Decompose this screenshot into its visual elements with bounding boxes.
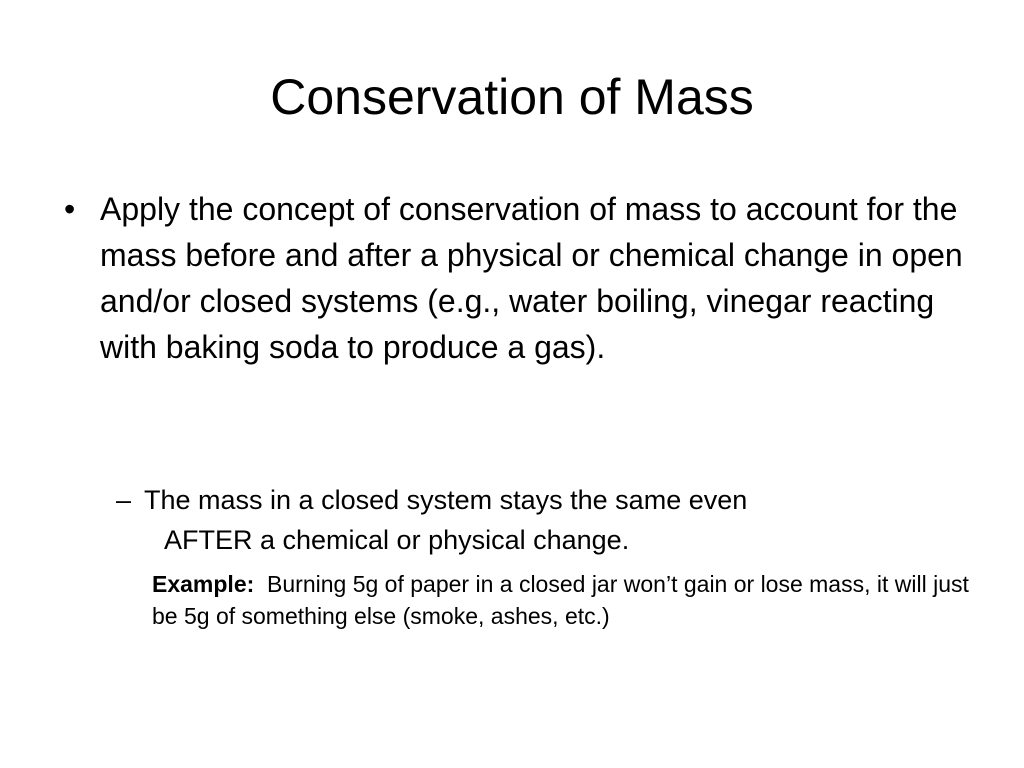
bullet-row <box>60 186 970 370</box>
bullet-text: Apply the concept of conservation of mass to account for the mass before and after a physical or chemical change in open and/or closed systems (e.g., water boiling, vinegar reacting with baking soda to produce a gas). <box>100 191 963 365</box>
main-bullet <box>60 186 970 370</box>
sub-bullet <box>116 480 936 560</box>
sub-bullet-text <box>144 480 936 560</box>
sub-bullet-line-2: AFTER a chemical or physical change. <box>164 525 630 555</box>
bullet-marker: • <box>64 191 76 227</box>
example-label: Example: <box>152 571 255 597</box>
example-text: Burning 5g of paper in a closed jar won’t gain or lose mass, it will just be 5g of something else (smoke, ashes, etc.) <box>152 571 969 629</box>
slide-title: Conservation of Mass <box>270 69 754 125</box>
sub-bullet-line-1: The mass in a closed system stays the same even <box>144 485 748 515</box>
example-paragraph <box>152 568 972 632</box>
sub-bullet-marker: – <box>116 485 132 515</box>
sub-bullet-row <box>116 480 936 560</box>
